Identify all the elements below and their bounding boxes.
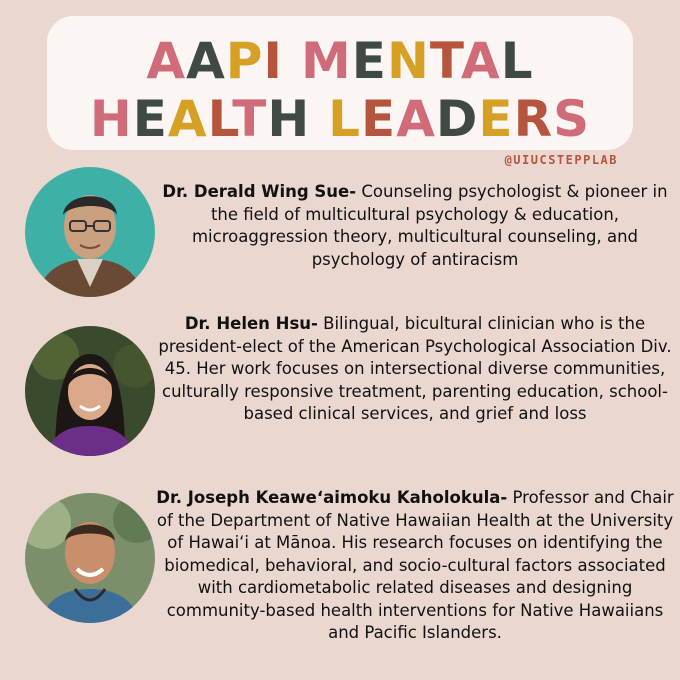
title-letter: E [351,32,387,90]
bio-helen-hsu [155,313,675,426]
leader-description: Bilingual, bicultural clinician who is the president-elect of the American Psychological Association Div. 45. Her work focuses on intersectional diverse communities, culturally responsive treatment, parenting education, school-based clinical services, and grief and loss [158,314,672,423]
leader-description: Professor and Chair of the Department of Native Hawaiian Health at the University of Hawaiʻi at Mānoa. His research focuses on identifying the biomedical, behavioral, and socio-cultural factors associated with cardiometabolic related diseases and designing community-based health interventions for Native Hawaiians and Pacific Islanders. [156,488,674,642]
bio-joseph-kaholokula [155,487,675,645]
title-letter: T [429,32,462,90]
title-letter: R [513,90,554,148]
leader-name: Dr. Derald Wing Sue- [162,182,357,201]
title-letter: E [478,90,514,148]
title-letter: D [435,90,479,148]
title-letter: P [225,32,264,90]
leader-description: Counseling psychologist & pioneer in the field of multicultural psychology & education, microaggression theory, multicultural counseling, and psychology of antiracism [191,182,668,269]
title-letter: H [89,90,133,148]
title-letter: A [167,90,208,148]
title-card [47,16,633,150]
title-letter: A [461,32,501,90]
leader-name: Dr. Joseph Keaweʻaimoku Kaholokula- [156,488,508,507]
title-letter: L [207,90,233,148]
title-letter: N [386,32,430,90]
title-line-2 [47,90,633,148]
title-letter: A [146,32,187,90]
portrait-helen-hsu [25,326,155,456]
title-letter: L [500,32,534,90]
title-letter: I [263,32,284,90]
title-letter: H [267,90,311,148]
title-line-1 [47,32,633,90]
portrait-joseph-kaholokula [25,493,155,623]
title-letter: A [396,90,436,148]
title-letter: T [232,90,268,148]
leader-name: Dr. Helen Hsu- [184,314,318,333]
social-handle: @UIUCSTEPPLAB [504,153,618,167]
portrait-derald-wing-sue [25,167,155,297]
title-letter: M [301,32,352,90]
title-letter: L [328,90,362,148]
title-letter: E [361,90,397,148]
bio-derald-wing-sue [155,181,675,271]
title-letter: S [553,90,591,148]
title-letter: E [132,90,168,148]
title-letter: A [186,32,226,90]
